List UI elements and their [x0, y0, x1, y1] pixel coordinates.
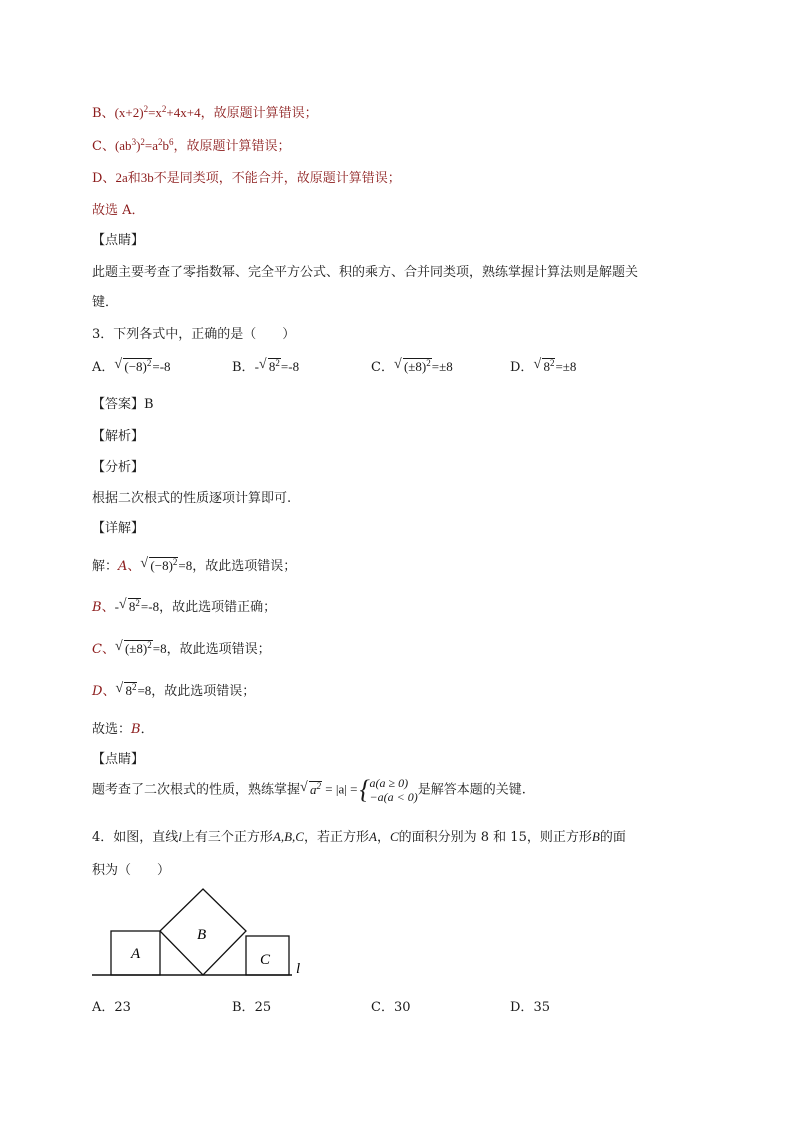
q3-option-c: C．√ $(\pm 8)^2=\pm 8$ — [371, 356, 453, 375]
q3-stem: 3．下列各式中，正确的是（ ） — [92, 327, 296, 342]
q3-step-b: B、-√ $8^2=-8$，故此选项错正确； — [92, 596, 276, 615]
sol2-b-expression: $(x+2)^2=x^2+4x+4$ — [114, 104, 201, 120]
q3-step-d: D、√ $8^2=8$，故此选项错误； — [92, 680, 255, 699]
sol2-c-expression: $(ab^3)^2=a^2b^6$ — [114, 137, 174, 153]
label-l: l — [296, 961, 301, 977]
q3-option-d: D．√ $8^2=\pm 8$ — [510, 356, 576, 375]
sol2-option-b: B、$(x+2)^2=x^2+4x+4$，故原题计算错误； — [92, 104, 318, 121]
q3-option-b: B．-√ $8^2=-8$ — [232, 356, 299, 375]
q3-answer: 【答案】B — [92, 397, 154, 412]
label-c: C — [260, 952, 271, 968]
q4-option-b: B．25 — [232, 1000, 272, 1015]
sol2-dianjing-heading: 【点睛】 — [92, 233, 145, 248]
label-b: B — [197, 927, 207, 943]
sol2-summary-line2: 键． — [92, 295, 119, 310]
sol2-summary-line1: 此题主要考查了零指数幂、完全平方公式、积的乘方、合并同类项，熟练掌握计算法则是解题关 — [92, 265, 639, 280]
q4-option-d: D．35 — [510, 1000, 550, 1015]
q4-stem-line1: 4．如图，直线l上有三个正方形A,B,C，若正方形A，C的面积分别为 8 和 15，则正方形B的面 — [92, 829, 626, 845]
q3-jiexi-heading: 【解析】 — [92, 429, 145, 444]
label-a: A — [131, 946, 141, 962]
q3-xiangjie-heading: 【详解】 — [92, 521, 145, 536]
q3-step-a: 解：A、√ $(-8)^2=8$，故此选项错误； — [92, 555, 296, 574]
sol2-option-d: D、2a和3b不是同类项，不能合并，故原题计算错误； — [92, 170, 401, 186]
q3-conclusion: 故选：B． — [92, 722, 154, 737]
sol2-choice: 故选 A． — [92, 203, 145, 218]
sol2-option-c: C、$(ab^3)^2=a^2b^6$，故原题计算错误； — [92, 137, 291, 154]
q4-stem-line2: 积为（ ） — [92, 863, 171, 878]
q4-option-c: C．30 — [371, 1000, 411, 1015]
squares-figure — [92, 886, 312, 982]
q3-dianjing-heading: 【点睛】 — [92, 752, 145, 767]
q3-summary: 题考查了二次根式的性质，熟练掌握√ $a^2 = |a|$ = { a(a ≥ 0) −a(a < 0) 是解答本题的关键. — [92, 776, 526, 804]
q3-option-a: A．√ $(-8)^2=-8$ — [92, 356, 171, 375]
piecewise-cases: { a(a ≥ 0) −a(a < 0) — [362, 776, 418, 804]
q3-fenxi-heading: 【分析】 — [92, 460, 145, 475]
q4-option-a: A．23 — [92, 1000, 131, 1015]
q3-step-c: C、√ $(\pm 8)^2=8$，故此选项错误； — [92, 638, 271, 657]
q3-analysis: 根据二次根式的性质逐项计算即可. — [92, 491, 292, 506]
